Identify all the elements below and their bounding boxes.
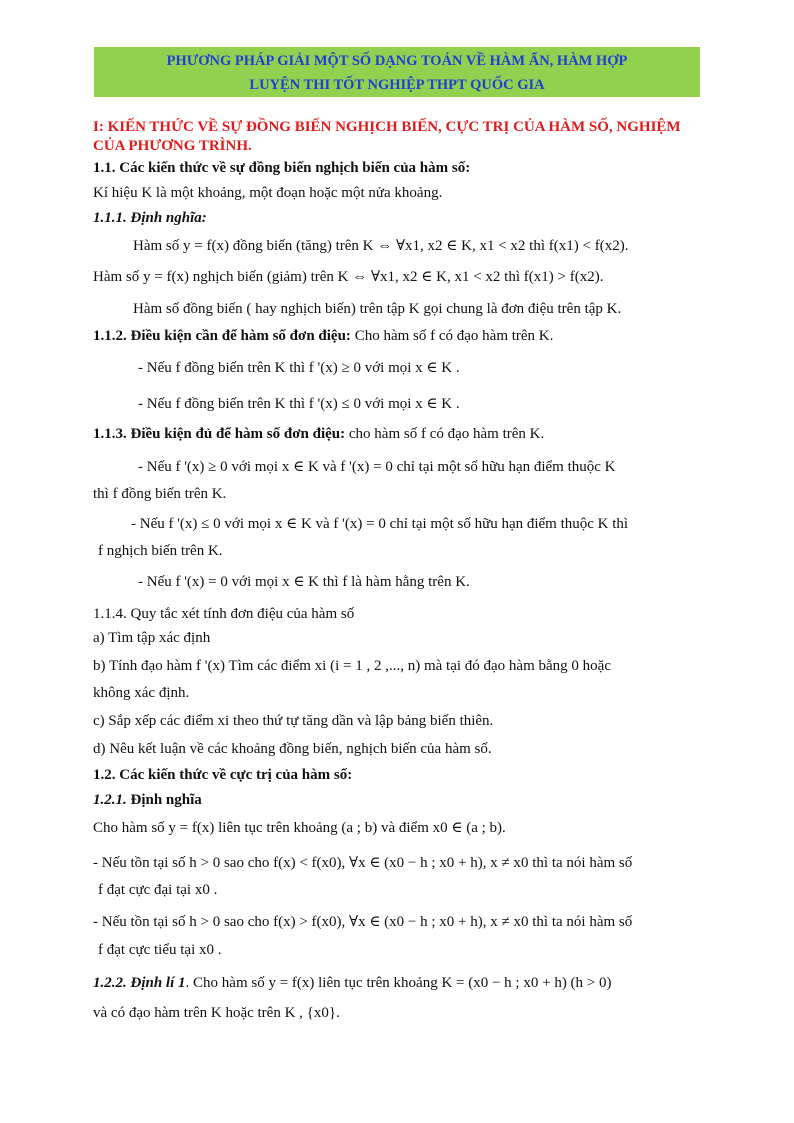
condition-sufficient-text: cho hàm số f có đạo hàm trên K. [345, 426, 545, 442]
sufficient-constant: - Nếu f '(x) = 0 với mọi x ∈ K thì f là hàm hằng trên K. [138, 574, 470, 590]
sufficient-decreasing-1: - Nếu f '(x) ≤ 0 với mọi x ∈ K và f '(x) = 0 chỉ tại một số hữu hạn điểm thuộc K thì [131, 516, 629, 532]
necessary-decreasing: - Nếu f đồng biến trên K thì f '(x) ≤ 0 với mọi x ∈ K . [138, 396, 460, 412]
heading-1-2-1-line [93, 790, 202, 810]
heading-1-1-3: 1.1.3. Điều kiện đủ để hàm số đơn điệu: [93, 426, 346, 442]
condition-sufficient-line [93, 424, 544, 444]
sufficient-increasing-2: thì f đồng biến trên K. [93, 486, 227, 502]
necessary-increasing: - Nếu f đồng biến trên K thì f '(x) ≥ 0 với mọi x ∈ K . [138, 360, 460, 376]
heading-1-2-1-number: 1.2.1. [93, 792, 127, 808]
document-header-banner [94, 47, 700, 97]
local-min-conclusion: f đạt cực tiểu tại x0 . [98, 942, 222, 958]
theorem-1-heading: 1.2.2. Định lí 1 [93, 975, 186, 991]
definition-increasing: Hàm số y = f(x) đồng biến (tăng) trên K ⇔ ∀x1, x2 ∈ K, x1 < x2 thì f(x1) < f(x2). [133, 238, 629, 254]
local-max-conclusion: f đạt cực đại tại x0 . [98, 882, 218, 898]
local-max-condition: - Nếu tồn tại số h > 0 sao cho f(x) < f(x0), ∀x ∈ (x0 − h ; x0 + h), x ≠ x0 thì ta nói hàm số [93, 855, 633, 871]
heading-1-1-2: 1.1.2. Điều kiện cần để hàm số đơn điệu: [93, 328, 351, 344]
heading-1-1-1: 1.1.1. Định nghĩa: [93, 210, 207, 226]
theorem-1-line [93, 973, 612, 993]
sufficient-increasing-1: - Nếu f '(x) ≥ 0 với mọi x ∈ K và f '(x) = 0 chỉ tại một số hữu hạn điểm thuộc K [138, 459, 616, 475]
rule-step-a: a) Tìm tập xác định [93, 630, 211, 646]
rule-step-b-2: không xác định. [93, 685, 190, 701]
condition-necessary-line [93, 326, 553, 346]
paragraph-k-notation: Kí hiệu K là một khoảng, một đoạn hoặc một nửa khoảng. [93, 185, 443, 201]
heading-1-2: 1.2. Các kiến thức về cực trị của hàm số: [93, 767, 353, 783]
local-min-condition: - Nếu tồn tại số h > 0 sao cho f(x) > f(x0), ∀x ∈ (x0 − h ; x0 + h), x ≠ x0 thì ta nói hàm số [93, 914, 633, 930]
rule-step-c: c) Sắp xếp các điểm xi theo thứ tự tăng dần và lập bảng biến thiên. [93, 713, 494, 729]
theorem-1-text: . Cho hàm số y = f(x) liên tục trên khoảng K = (x0 − h ; x0 + h) (h > 0) [185, 975, 612, 991]
condition-necessary-text: Cho hàm số f có đạo hàm trên K. [350, 328, 554, 344]
theorem-1-continuation: và có đạo hàm trên K hoặc trên K , {x0}. [93, 1005, 340, 1021]
heading-1-2-1-title: Định nghĩa [126, 792, 202, 808]
extremum-setup: Cho hàm số y = f(x) liên tục trên khoảng (a ; b) và điểm x0 ∈ (a ; b). [93, 820, 506, 836]
rule-step-d: d) Nêu kết luận về các khoảng đồng biến, nghịch biến của hàm số. [93, 741, 492, 757]
heading-1-1: 1.1. Các kiến thức về sự đồng biến nghịch biến của hàm số: [93, 160, 471, 176]
sufficient-decreasing-2: f nghịch biến trên K. [98, 543, 223, 559]
section-title: I: KIẾN THỨC VỀ SỰ ĐỒNG BIẾN NGHỊCH BIẾN, CỰC TRỊ CỦA HÀM SỐ, NGHIỆM CỦA PHƯƠNG TRÌNH. [93, 119, 681, 154]
heading-1-1-4: 1.1.4. Quy tắc xét tính đơn điệu của hàm số [93, 606, 355, 622]
definition-decreasing: Hàm số y = f(x) nghịch biến (giảm) trên K ⇔ ∀x1, x2 ∈ K, x1 < x2 thì f(x1) > f(x2). [93, 269, 604, 285]
definition-monotonic: Hàm số đồng biến ( hay nghịch biến) trên tập K gọi chung là đơn điệu trên tập K. [133, 301, 622, 317]
rule-step-b-1: b) Tính đạo hàm f '(x) Tìm các điểm xi (i = 1 , 2 ,..., n) mà tại đó đạo hàm bằng 0 hoặc [93, 658, 611, 674]
header-title-line2: LUYỆN THI TỐT NGHIỆP THPT QUỐC GIA [249, 77, 545, 93]
header-title-line1: PHƯƠNG PHÁP GIẢI MỘT SỐ DẠNG TOÁN VỀ HÀM ẨN, HÀM HỢP [166, 53, 628, 69]
